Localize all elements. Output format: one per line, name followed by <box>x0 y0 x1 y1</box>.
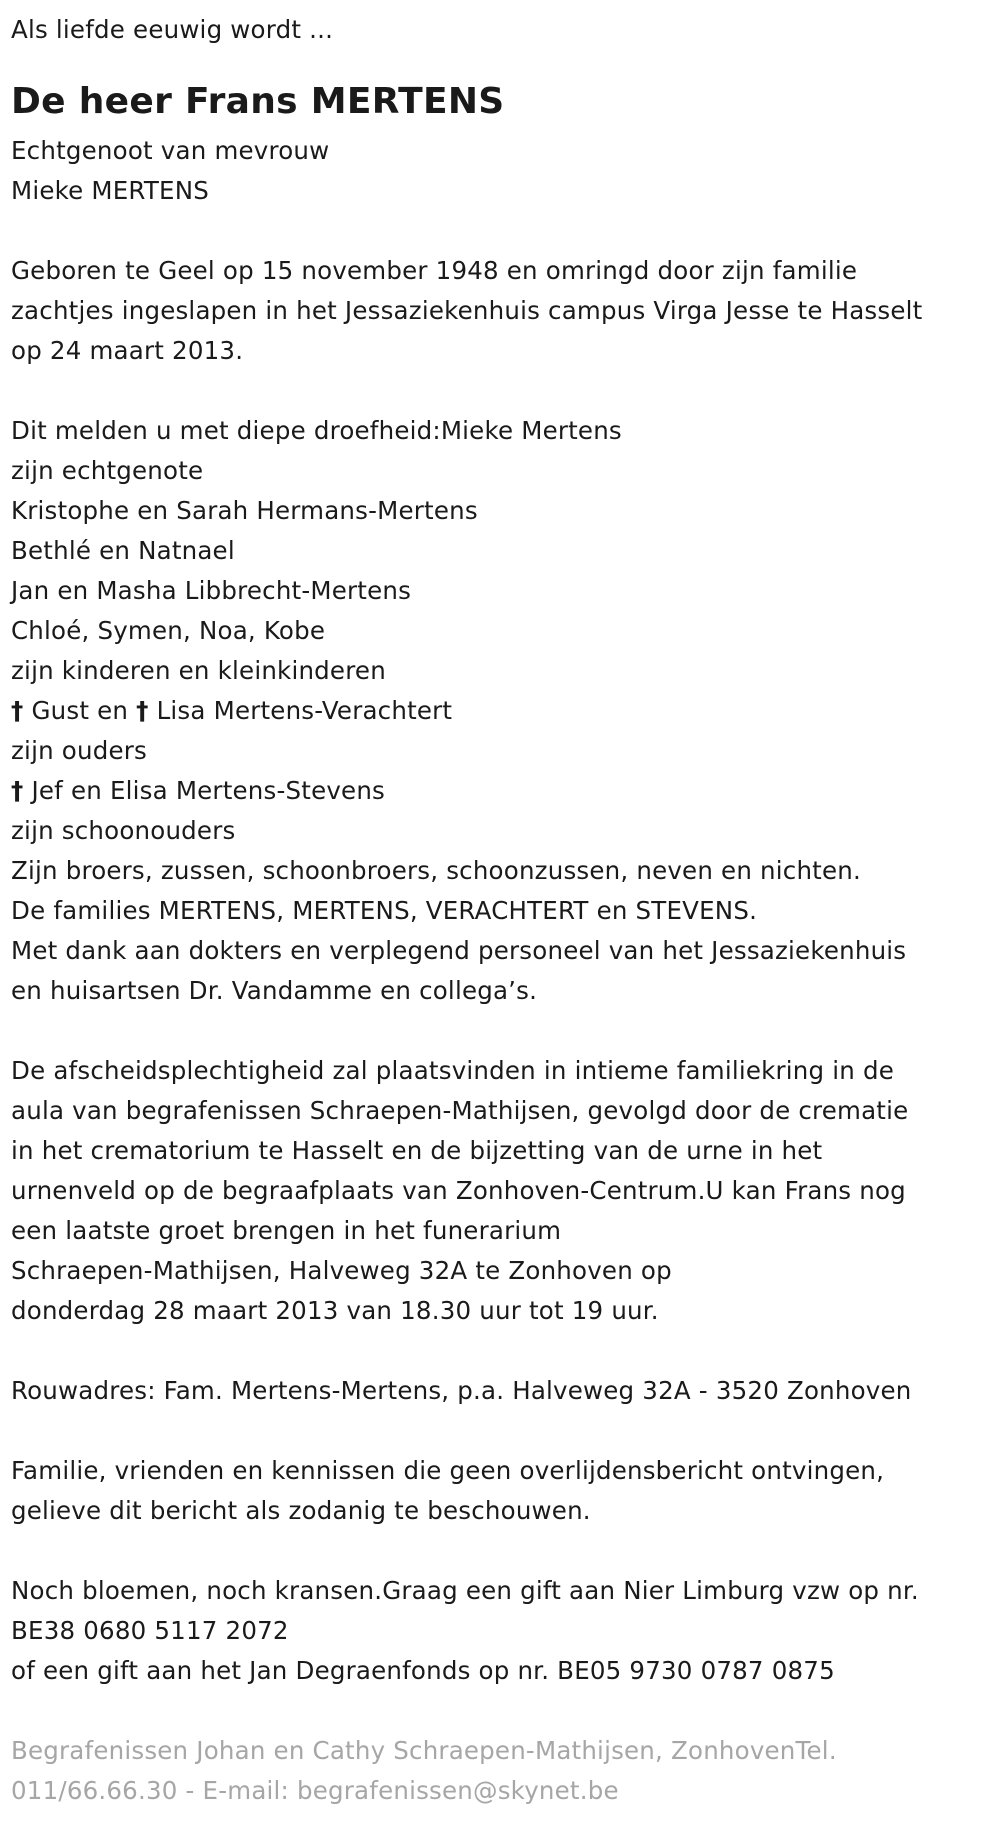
ceremony-line: in het crematorium te Hasselt en de bijzetting van de urne in het <box>11 1136 823 1165</box>
donation-account: BE38 0680 5117 2072 <box>11 1616 289 1645</box>
notice-line: Familie, vrienden en kennissen die geen overlijdensbericht ontvingen, <box>11 1456 885 1485</box>
intro-quote: Als liefde eeuwig wordt ... <box>11 15 334 44</box>
spouse-line: Echtgenoot van mevrouw <box>11 136 330 165</box>
ceremony-block <box>11 1051 1000 1331</box>
donation-block <box>11 1571 1000 1691</box>
family-line: Chloé, Symen, Noa, Kobe <box>11 616 326 645</box>
family-line: Zijn broers, zussen, schoonbroers, schoonzussen, neven en nichten. <box>11 856 861 885</box>
cross-icon: † <box>11 696 24 725</box>
cross-icon: † <box>136 696 149 725</box>
family-line: De families MERTENS, MERTENS, VERACHTERT en STEVENS. <box>11 896 758 925</box>
parents-second: Lisa Mertens-Verachtert <box>156 696 453 725</box>
parents-first: Gust en <box>31 696 137 725</box>
spouse-name: Mieke MERTENS <box>11 176 209 205</box>
birth-line: zachtjes ingeslapen in het Jessaziekenhuis campus Virga Jesse te Hasselt <box>11 296 923 325</box>
donation-line: of een gift aan het Jan Degraenfonds op nr. BE05 9730 0787 0875 <box>11 1656 835 1685</box>
family-line: Bethlé en Natnael <box>11 536 235 565</box>
spouse-block <box>11 131 1000 211</box>
family-line: zijn echtgenote <box>11 456 204 485</box>
ceremony-line: donderdag 28 maart 2013 van 18.30 uur tot 19 uur. <box>11 1296 659 1325</box>
ceremony-line: een laatste groet brengen in het funerarium <box>11 1216 562 1245</box>
parents-line <box>11 691 1000 731</box>
notice-block <box>11 1451 1000 1531</box>
ceremony-line: Schraepen-Mathijsen, Halveweg 32A te Zonhoven op <box>11 1256 672 1285</box>
birth-block <box>11 251 1000 371</box>
in-laws-line <box>11 771 1000 811</box>
footer-contact: 011/66.66.30 - E-mail: begrafenissen@skynet.be <box>11 1776 619 1805</box>
mourning-address: Rouwadres: Fam. Mertens-Mertens, p.a. Halveweg 32A - 3520 Zonhoven <box>11 1376 912 1405</box>
birth-line: op 24 maart 2013. <box>11 336 244 365</box>
ceremony-line: De afscheidsplechtigheid zal plaatsvinden in intieme familiekring in de <box>11 1056 895 1085</box>
family-block <box>11 411 1000 1011</box>
in-laws-relation: zijn schoonouders <box>11 816 236 845</box>
cross-icon: † <box>11 776 24 805</box>
parents-relation: zijn ouders <box>11 736 147 765</box>
in-laws-names: Jef en Elisa Mertens-Stevens <box>31 776 386 805</box>
family-line: Kristophe en Sarah Hermans-Mertens <box>11 496 478 525</box>
ceremony-line: aula van begrafenissen Schraepen-Mathijsen, gevolgd door de crematie <box>11 1096 909 1125</box>
footer-line: Begrafenissen Johan en Cathy Schraepen-Mathijsen, ZonhovenTel. <box>11 1736 837 1765</box>
family-line: zijn kinderen en kleinkinderen <box>11 656 386 685</box>
ceremony-line: urnenveld op de begraafplaats van Zonhoven-Centrum.U kan Frans nog <box>11 1176 906 1205</box>
funeral-home-footer <box>11 1731 1000 1811</box>
family-line: en huisartsen Dr. Vandamme en collega’s. <box>11 976 538 1005</box>
birth-line: Geboren te Geel op 15 november 1948 en omringd door zijn familie <box>11 256 858 285</box>
family-line: Dit melden u met diepe droefheid:Mieke Mertens <box>11 416 622 445</box>
notice-line: gelieve dit bericht als zodanig te beschouwen. <box>11 1496 591 1525</box>
family-line: Met dank aan dokters en verplegend personeel van het Jessaziekenhuis <box>11 936 907 965</box>
donation-line: Noch bloemen, noch kransen.Graag een gift aan Nier Limburg vzw op nr. <box>11 1576 919 1605</box>
deceased-name: De heer Frans MERTENS <box>11 81 505 122</box>
family-line: Jan en Masha Libbrecht-Mertens <box>11 576 412 605</box>
